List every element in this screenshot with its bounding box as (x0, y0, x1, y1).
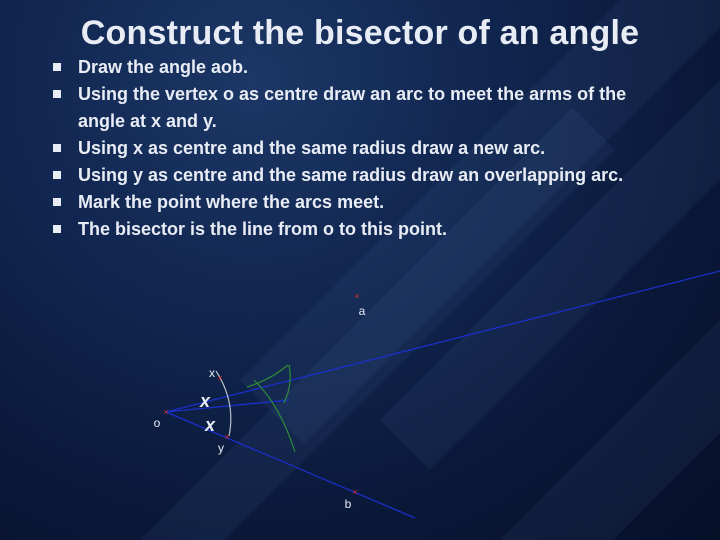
label-a: a (358, 304, 366, 318)
point-o-marker: × (163, 407, 169, 417)
instruction-text: The bisector is the line from o to this point. (78, 219, 448, 239)
bisector-line (166, 400, 289, 412)
intersection-mark-lower: x (204, 415, 216, 435)
label-x: x (209, 366, 215, 380)
arc-from-x-upper (284, 365, 290, 403)
label-o: o (153, 416, 161, 430)
label-y: y (218, 441, 224, 455)
point-y-marker: × (224, 432, 230, 442)
point-a-marker: × (354, 291, 360, 301)
instruction-text: Using the vertex o as centre draw an arc to meet the arms of the angle at x and y. (78, 84, 627, 131)
point-b-marker: × (352, 487, 358, 497)
intersection-mark-upper: x (199, 391, 211, 411)
point-x-marker: × (217, 373, 223, 383)
instruction-text: Draw the angle aob. (78, 57, 249, 77)
instruction-text: Using y as centre and the same radius draw an overlapping arc. (78, 165, 624, 185)
slide-title: Construct the bisector of an angle (80, 14, 640, 52)
arm-oa-line (166, 271, 720, 412)
arm-ob-line (166, 412, 415, 518)
arc-from-x (247, 365, 288, 387)
label-b: b (344, 497, 352, 511)
instruction-text: Using x as centre and the same radius draw a new arc. (78, 138, 546, 158)
instruction-text: Mark the point where the arcs meet. (78, 192, 385, 212)
